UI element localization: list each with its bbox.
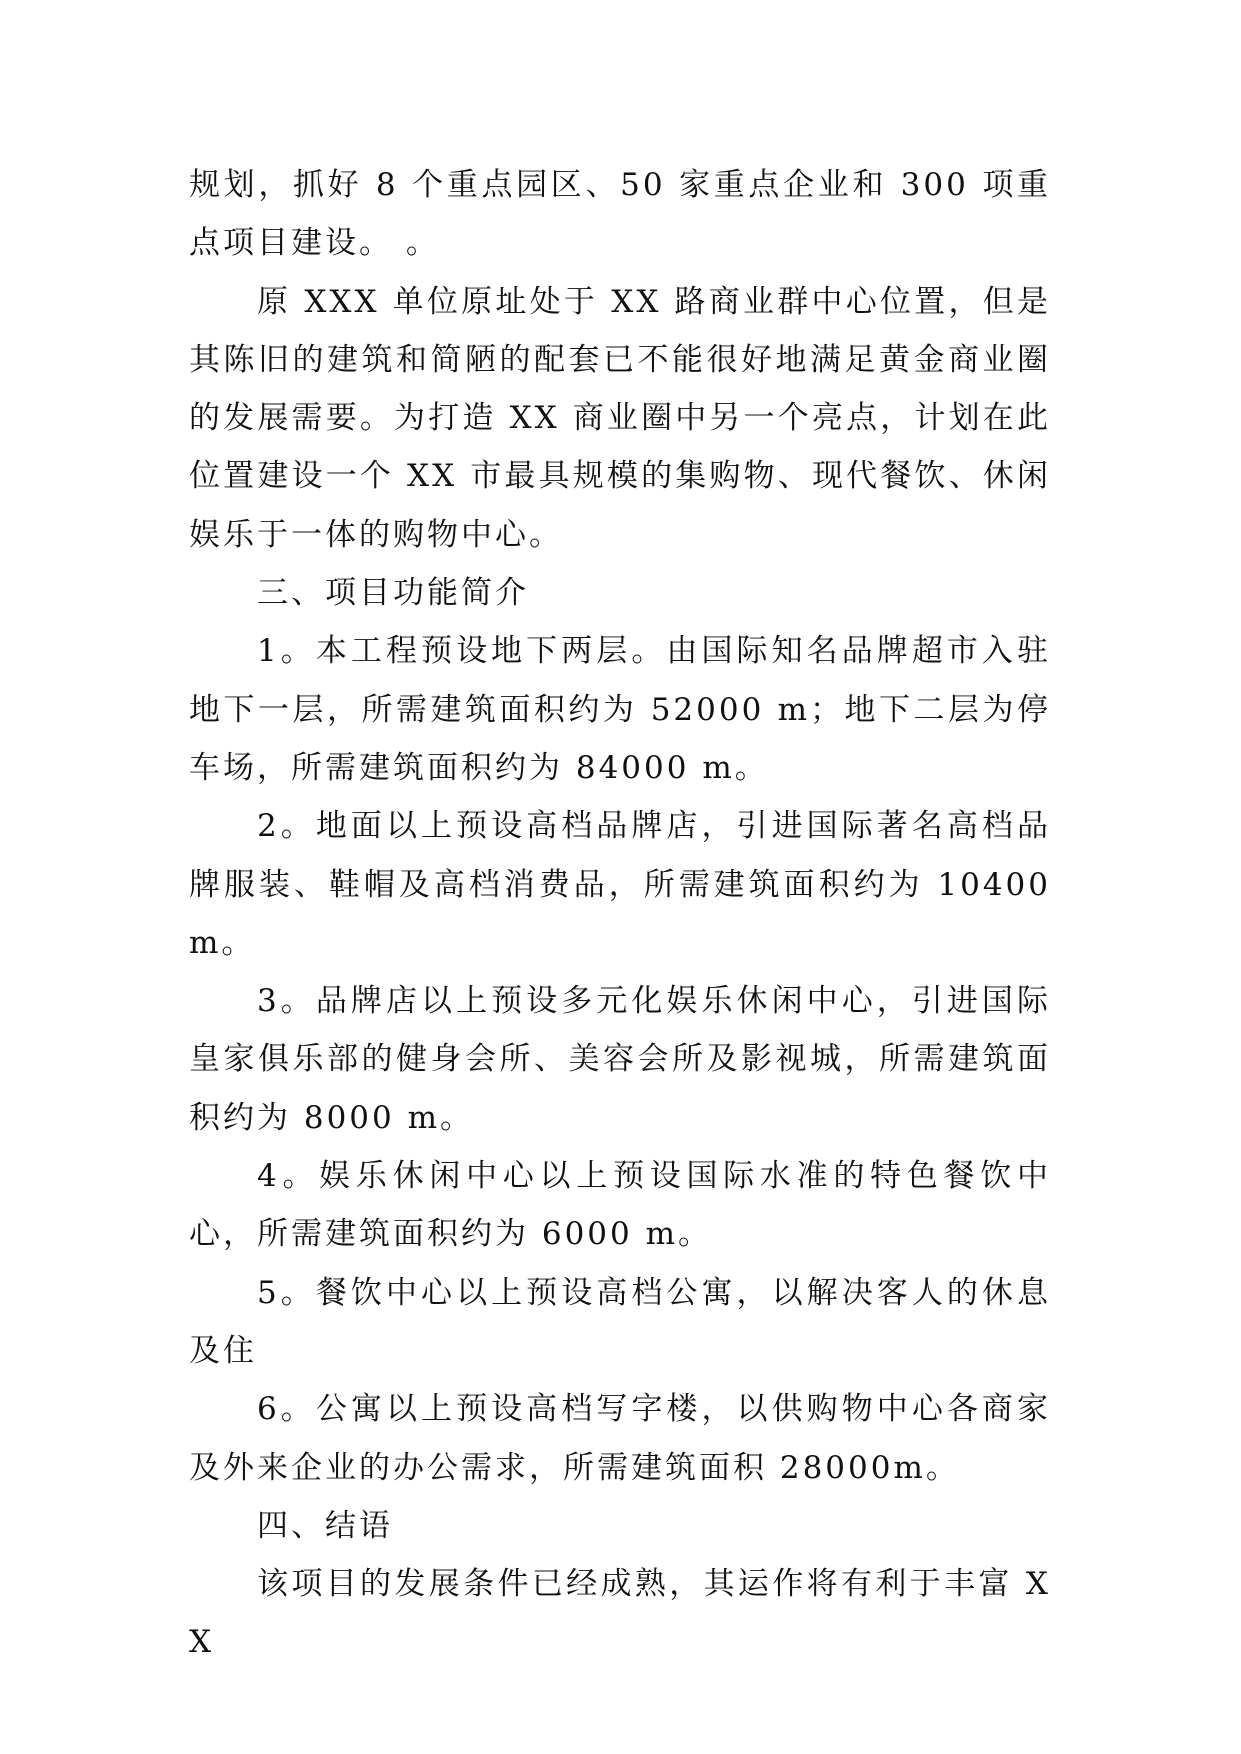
paragraph-item-2: 2。地面以上预设高档品牌店，引进国际著名高档品牌服装、鞋帽及高档消费品，所需建筑面积约为 10400 m。 [189,808,1051,961]
paragraph-item-4: 4。娱乐休闲中心以上预设国际水准的特色餐饮中心，所需建筑面积约为 6000 m。 [189,1158,1051,1253]
paragraph-conclusion: 该项目的发展条件已经成熟，其运作将有利于丰富 XX [189,1566,1051,1661]
section-heading-4: 四、结语 [257,1507,393,1544]
document-body [189,156,1051,1672]
paragraph-item-5: 5。餐饮中心以上预设高档公寓，以解决客人的休息及住 [189,1274,1051,1369]
paragraph-2: 原 XXX 单位原址处于 XX 路商业群中心位置，但是其陈旧的建筑和简陋的配套已不能很好地满足黄金商业圈的发展需要。为打造 XX 商业圈中另一个亮点，计划在此位置建设一个 XX 市最具规模的集购物、现代餐饮、休闲娱乐于一体的购物中心。 [189,283,1051,553]
paragraph-item-1: 1。本工程预设地下两层。由国际知名品牌超市入驻地下一层，所需建筑面积约为 52000 m；地下二层为停车场，所需建筑面积约为 84000 m。 [189,633,1051,786]
section-heading-3: 三、项目功能简介 [257,575,529,612]
paragraph-item-3: 3。品牌店以上预设多元化娱乐休闲中心，引进国际皇家俱乐部的健身会所、美容会所及影视城，所需建筑面积约为 8000 m。 [189,983,1051,1136]
paragraph-item-6: 6。公寓以上预设高档写字楼，以供购物中心各商家及外来企业的办公需求，所需建筑面积 28000m。 [189,1391,1051,1486]
paragraph-1: 规划，抓好 8 个重点园区、50 家重点企业和 300 项重点项目建设。 。 [189,167,1051,262]
